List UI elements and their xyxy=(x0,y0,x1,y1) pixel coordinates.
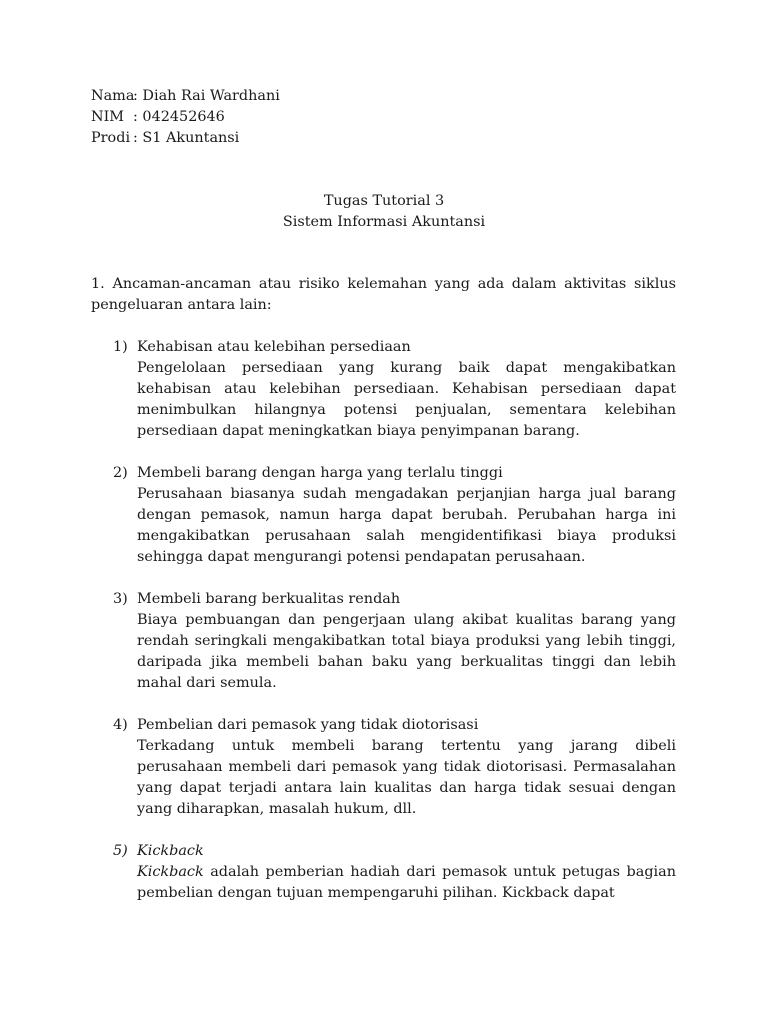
nim-label: NIM xyxy=(91,109,125,125)
prodi-label: Prodi xyxy=(91,130,131,146)
item-number: 2) xyxy=(113,465,128,481)
nama-label: Nama xyxy=(91,88,135,104)
item-body-italic-term: Kickback xyxy=(137,864,204,880)
item-body: Pengelolaan persediaan yang kurang baik dapat mengakibatkan kehabisan atau kelebihan persediaan. Kehabisan persediaan dapat menimbulkan hilangnya potensi penjualan, sementara kelebihan persediaan dapat meningkatkan biaya penyimpanan barang. xyxy=(137,360,676,439)
item-body: Biaya pembuangan dan pengerjaan ulang akibat kualitas barang yang rendah seringkali mengakibatkan total biaya produksi yang lebih tinggi, daripada jika membeli bahan baku yang berkualitas tinggi dan lebih mahal dari semula. xyxy=(137,612,676,691)
item-number: 5) xyxy=(113,843,128,859)
list-item xyxy=(91,463,676,568)
nim-value: : 042452646 xyxy=(133,109,225,125)
nim-row xyxy=(91,107,280,128)
item-body: Perusahaan biasanya sudah mengadakan perjanjian harga jual barang dengan pemasok, namun harga dapat berubah. Perubahan harga ini mengakibatkan perusahaan salah mengidentifikasi biaya produksi sehingga dapat mengurangi potensi pendapatan perusahaan. xyxy=(137,486,676,565)
item-heading-row xyxy=(91,841,676,862)
item-heading-row xyxy=(91,715,676,736)
nama-value: : Diah Rai Wardhani xyxy=(133,88,280,104)
item-heading: Kehabisan atau kelebihan persediaan xyxy=(137,339,411,355)
item-heading: Membeli barang dengan harga yang terlalu tinggi xyxy=(137,465,503,481)
item-number: 1) xyxy=(113,339,128,355)
item-heading: Membeli barang berkualitas rendah xyxy=(137,591,401,607)
title-line-2: Sistem Informasi Akuntansi xyxy=(282,214,486,230)
item-heading-row xyxy=(91,463,676,484)
list-item xyxy=(91,589,676,694)
item-number: 4) xyxy=(113,717,128,733)
title-line-1: Tugas Tutorial 3 xyxy=(323,193,445,209)
question-text: 1. Ancaman-ancaman atau risiko kelemahan yang ada dalam aktivitas siklus pengeluaran antara lain: xyxy=(91,276,676,313)
item-heading: Pembelian dari pemasok yang tidak diotorisasi xyxy=(137,717,479,733)
nama-row xyxy=(91,86,280,107)
item-number: 3) xyxy=(113,591,128,607)
risk-list xyxy=(91,337,676,925)
item-body-text: adalah pemberian hadiah dari pemasok untuk petugas bagian pembelian dengan tujuan mempengaruhi pilihan. Kickback dapat xyxy=(137,864,676,901)
item-heading-row xyxy=(91,589,676,610)
document-title xyxy=(0,191,768,233)
item-heading: Kickback xyxy=(137,843,204,859)
list-item xyxy=(91,337,676,442)
item-body xyxy=(91,862,676,904)
prodi-value: : S1 Akuntansi xyxy=(133,130,240,146)
student-info xyxy=(91,86,280,149)
item-body: Terkadang untuk membeli barang tertentu yang jarang dibeli perusahaan membeli dari pemasok yang tidak diotorisasi. Permasalahan yang dapat terjadi antara lain kualitas dan harga tidak sesuai dengan yang diharapkan, masalah hukum, dll. xyxy=(137,738,676,817)
list-item xyxy=(91,841,676,904)
item-heading-row xyxy=(91,337,676,358)
list-item xyxy=(91,715,676,820)
prodi-row xyxy=(91,128,280,149)
